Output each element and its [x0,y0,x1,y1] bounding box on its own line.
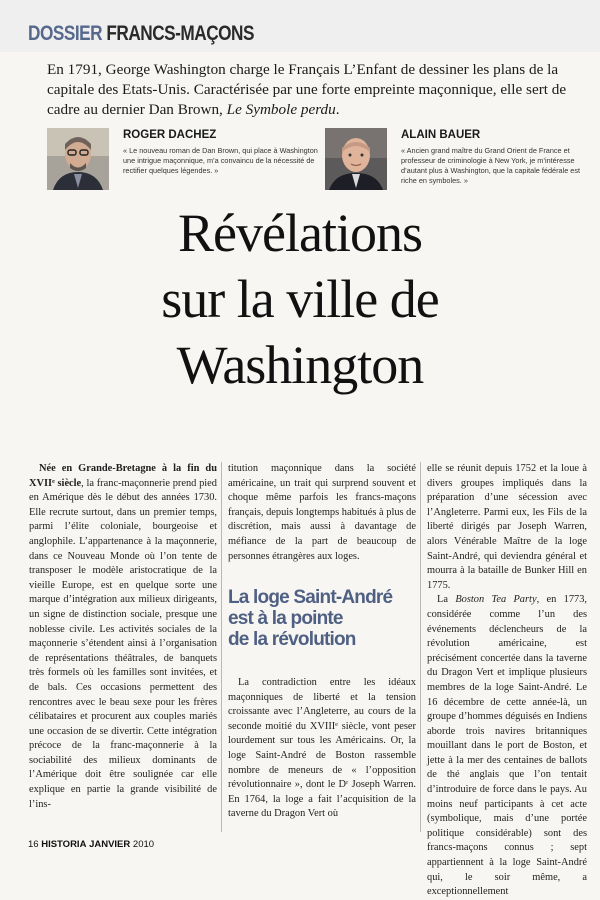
subhead-line-2: est à la pointe [228,608,343,629]
headline-line-3: Washington [176,335,424,395]
subhead-line-1: La loge Saint-André [228,587,393,608]
author-photo [47,128,109,190]
headline [0,200,600,398]
column-1 [29,462,217,812]
col1-lead-bold: Née en Grande-Bretagne à la fin du XVIIᵉ siècle [29,463,217,489]
magazine-name: HISTORIA [41,839,87,850]
column-3 [427,462,587,900]
col3-p2-pre: La [437,594,448,606]
issue-year: 2010 [132,839,155,850]
lede-book-title: Le Symbole perdu [226,101,336,118]
author-name: ALAIN BAUER [401,129,481,141]
lede-text: En 1791, George Washington charge le Français L’Enfant de dessiner les plans de la capitale des Etats-Unis. Caractérisée par une forte empreinte maçonnique, elle sert de cadre au dernier Dan Brown, [47,61,567,118]
lede-end: . [335,101,340,118]
column-divider [221,462,222,832]
col3-p2: , en 1773, considérée comme l’un des événements déclencheurs de la révolution américaine, est précisément concertée dans la taverne du Dragon Vert et implique plusieurs membres de la loge Saint-André. Le 16 décembre de cette année-là, un groupe d’hommes déguisés en Indiens aborde trois navires britanniques mouillant dans le port de Boston, et jette à la mer des centaines de ballots de thé anglais que l’on tentait d’introduire de force dans le pays. Au moins neuf participants à cet acte (symbolique, mais d’une portée politique considérable) sont des francs-maçons connus ; sept appartiennent à la loge Saint-André qui, le soir même, a exceptionnellement [427,594,588,898]
headline-line-2: sur la ville de [161,269,439,329]
article-lede [47,60,587,120]
page-number: 16 [28,839,39,850]
page-folio [28,839,154,850]
subhead-line-3: de la révolution [228,629,356,650]
headline-line-1: Révélations [178,203,422,263]
section-kicker [28,22,254,46]
author-photo [325,128,387,190]
author-quote: « Le nouveau roman de Dan Brown, qui place à Washington une intrigue maçonnique, m’a convaincu de la nécessité de rectifier quelques légendes. » [123,146,318,175]
kicker-topic: FRANCS-MAÇONS [106,22,254,45]
col3-p2-italic: Boston Tea Party [455,594,537,606]
author-name: ROGER DACHEZ [123,129,217,141]
col3-p1: elle se réunit depuis 1752 et la loue à divers groupes impliqués dans la préparation d’une sécession avec l’Angleterre. Parmi eux, les Fils de la liberté dirigés par Joseph Warren, alors Vénérable Maître de la loge Saint-André, qui deviendra général et mourra à la bataille de Bunker Hill en 1775. [427,463,587,591]
column-2-bottom [228,676,416,822]
column-2-top [228,462,416,564]
col2-text-bottom: La contradiction entre les idéaux maçonniques de liberté et la tension croissante avec l’Angleterre, au cours de la seconde moitié du XVIIIᵉ siècle, vont peser lourdement sur tous les Américains. Or, la loge Saint-André de Boston rassemble nombre de meneurs de « l’opposition révolutionnaire », dont le Dʳ Joseph Warren. En 1764, la loge a fait l’acquisition de la taverne du Dragon Vert où [228,677,416,820]
subhead [228,587,416,650]
col1-text: , la franc-maçonnerie prend pied en Amérique dès le début des années 1730. Elle recrute surtout, dans un premier temps, parmi l’élite coloniale, bourgeoise et anglophile. L’appartenance à la maçonnerie, dans ce Nouveau Monde où l’on tente de transposer le modèle aristocratique de la vieille Europe, est en quelque sorte une marque d’intégration aux milieux dirigeants, un signe de distinction sociale, presque une noblesse civile. Les activités sociales de la maçonnerie s’étendent ainsi à l’organisation de représentations théâtrales, de banquets très formels où les familles sont invitées, et de bals. Ces occasions permettent des rencontres avec le beau sexe pour les frères célibataires et procurent aux couples mariés une occasion de se divertir. Cette intégration précoce de la franc-maçonnerie à la sociabilité des milieux dominants de l’Amérique doit être soulignée car elle explique en partie la grande visibilité de l’ins- [29,477,217,810]
column-divider [420,462,421,832]
issue-month: JANVIER [89,839,131,850]
col2-text-top: titution maçonnique dans la société américaine, un trait qui surprend souvent et choque même parfois les francs-maçons français, depuis longtemps habitués à plus de discrétion, mais aussi à davantage de méfiance de la part de beaucoup de personnes étrangères aux loges. [228,463,416,562]
kicker-dossier: DOSSIER [28,22,103,45]
author-quote: « Ancien grand maître du Grand Orient de France et professeur de criminologie à New York, je m’intéresse d’autant plus à Washington, que la capitale fédérale est riche en symboles. » [401,146,581,185]
